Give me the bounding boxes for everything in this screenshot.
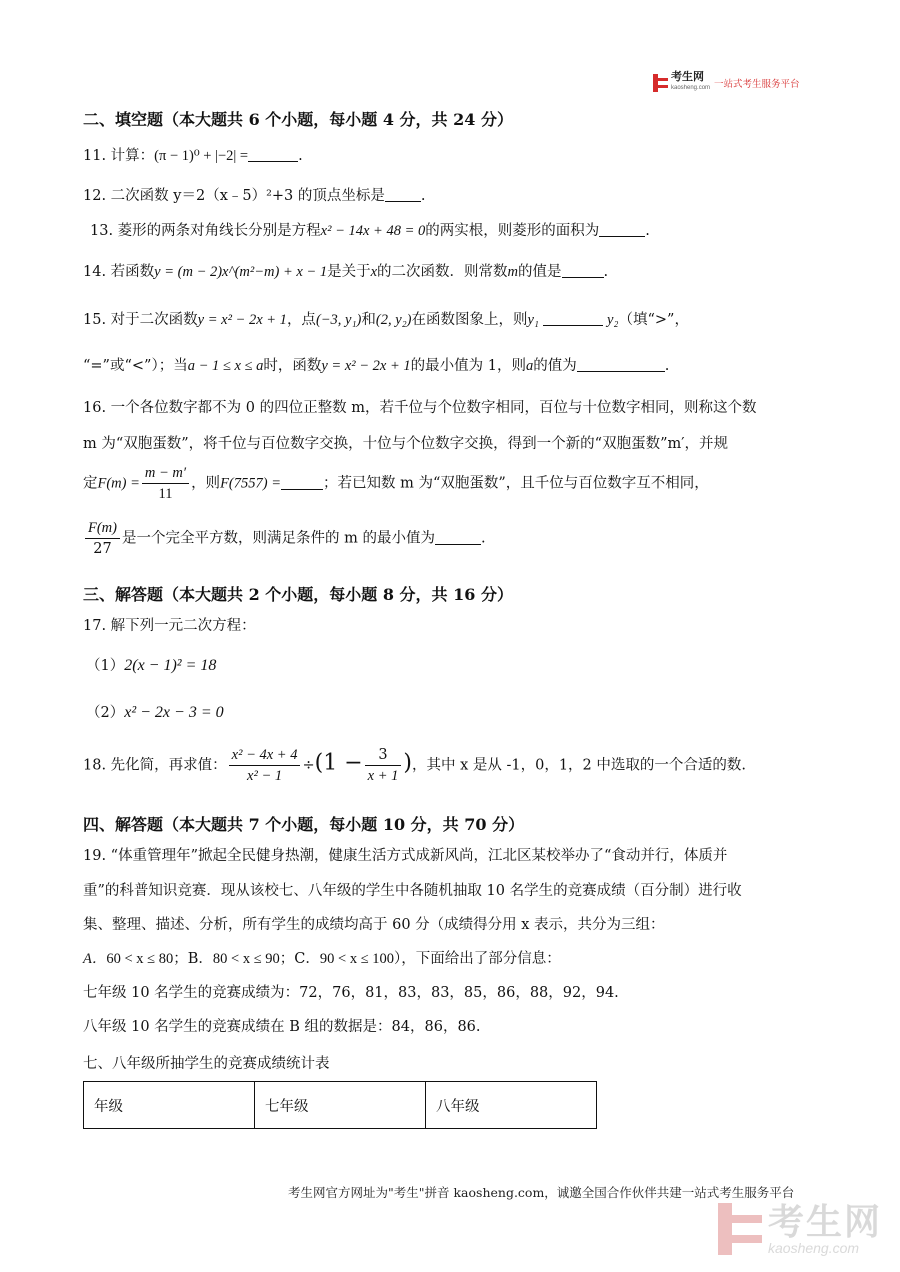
question-17-part-2: （2）x² − 2x − 3 = 0 <box>86 704 224 721</box>
question-15-line-2: “=”或“<”）；当a − 1 ≤ x ≤ a时，函数y = x² − 2x + 1的最小值为 1，则a的值为 . <box>83 358 670 374</box>
kaosheng-watermark-icon <box>718 1203 762 1255</box>
logo-slogan: 一站式考生服务平台 <box>714 79 800 90</box>
fraction-inner: $\frac{3}{x + 1}$ <box>365 745 402 786</box>
question-16-line-4: $\frac{F(m)}{27}$ 是一个完全平方数，则满足条件的 m 的最小值为 . <box>83 518 486 559</box>
question-19-table-caption: 七、八年级所抽学生的竞赛成绩统计表 <box>83 1056 330 1072</box>
question-19-line-2: 重”的科普知识竞赛．现从该校七、八年级的学生中各随机抽取 10 名学生的竞赛成绩（百分制）进行收 <box>83 883 742 899</box>
question-19-line-4: A．60 < x ≤ 80；B．80 < x ≤ 90；C．90 < x ≤ 100），下面给出了部分信息： <box>83 951 561 967</box>
question-19-line-3: 集、整理、描述、分析，所有学生的成绩均高于 60 分（成绩得分用 x 表示，共分为三组： <box>83 917 665 933</box>
question-16-line-3: 定F(m) = $\frac{m - m'}{11}$ ，则F(7557) = ；若已知数 m 为“双胞蛋数”，且千位与百位数字互不相同， <box>83 465 709 502</box>
question-17-title: 17. 解下列一元二次方程： <box>83 618 256 634</box>
header-logo <box>653 72 800 94</box>
question-19-line-1: 19. “体重管理年”掀起全民健身热潮，健康生活方式成新风尚，江北区某校举办了“食动并行，体质并 <box>83 848 728 864</box>
question-13: 13. 菱形的两条对角线长分别是方程x² − 14x + 48 = 0的两实根，则菱形的面积为 . <box>90 223 650 239</box>
table-header-cell: 七年级 <box>255 1082 426 1129</box>
question-18: 18. 先化简，再求值： $\frac{\text{x² − 4x + 4}}{\text{x² − 1}}$ ÷(1 − $\frac{3}{x + 1}$ )，其中 x 是从 -1，0，1，2 中选取的一个合适的数. <box>83 747 746 784</box>
logo-domain: kaosheng.com <box>671 85 711 91</box>
question-16-line-2: m 为“双胞蛋数”，将千位与百位数字交换，十位与个位数字交换，得到一个新的“双胞蛋数”m′，并规 <box>83 436 729 452</box>
question-16-line-1: 16. 一个各位数字都不为 0 的四位正整数 m，若千位与个位数字相同，百位与十位数字相同，则称这个数 <box>83 400 757 416</box>
fraction-main: $\frac{\text{x² − 4x + 4}}{\text{x² − 1}}$ <box>229 745 301 786</box>
logo-name: 考生网 kaosheng.com <box>671 72 710 94</box>
question-12: 12. 二次函数 y＝2（x﹣5）²+3 的顶点坐标是 . <box>83 188 426 204</box>
section-fill-title: 二、填空题（本大题共 6 个小题，每小题 4 分，共 24 分） <box>83 110 513 129</box>
watermark-name: 考生网 <box>768 1201 883 1242</box>
question-14: 14. 若函数y = (m − 2)x^(m²−m) + x − 1是关于x的二次函数．则常数m的值是 . <box>83 264 609 280</box>
question-11: 11. 计算：(π − 1)⁰ + |−2| = . <box>83 148 303 164</box>
table-header-cell: 八年级 <box>426 1082 597 1129</box>
question-19-line-5: 七年级 10 名学生的竞赛成绩为：72，76，81，83，83，85，86，88，92，94. <box>83 985 619 1001</box>
section-solve-2-title: 四、解答题（本大题共 7 个小题，每小题 10 分，共 70 分） <box>83 815 525 834</box>
watermark-domain: kaosheng.com <box>768 1240 860 1256</box>
kaosheng-logo-icon <box>653 74 668 92</box>
question-15-line-1: 15. 对于二次函数y = x² − 2x + 1，点(−3, y₁)和(2, y₂)在函数图象上，则y₁ y₂（填“>”， <box>83 312 689 328</box>
table-header-cell: 年级 <box>84 1082 255 1129</box>
fraction-f-m: $\frac{m - m'}{11}$ <box>142 463 189 504</box>
footer-text: 考生网官方网址为"考生"拼音 kaosheng.com，诚邀全国合作伙伴共建一站式考生服务平台 <box>288 1185 795 1200</box>
question-19-line-6: 八年级 10 名学生的竞赛成绩在 B 组的数据是：84，86，86. <box>83 1019 481 1035</box>
fraction-fm-27: $\frac{F(m)}{27}$ <box>85 518 120 559</box>
table-row <box>84 1082 597 1129</box>
watermark <box>718 1203 882 1255</box>
grade-stats-table <box>83 1081 597 1129</box>
section-solve-1-title: 三、解答题（本大题共 2 个小题，每小题 8 分，共 16 分） <box>83 585 513 604</box>
question-17-part-1: （1）2(x − 1)² = 18 <box>86 657 217 674</box>
